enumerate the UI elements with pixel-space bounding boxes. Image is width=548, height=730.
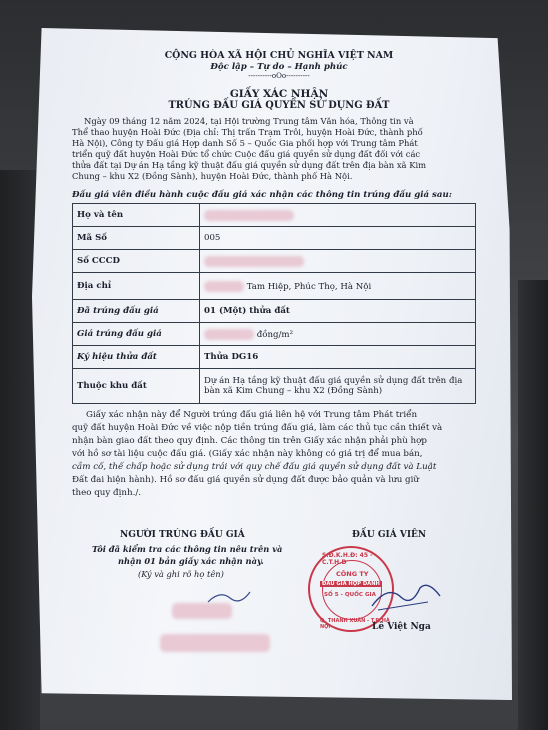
winner-info-table: [72, 203, 476, 404]
table-row: [73, 204, 476, 227]
document-subtitle: TRÚNG ĐẤU GIÁ QUYỀN SỬ DỤNG ĐẤT: [168, 100, 390, 111]
intro-line: Chung – khu X2 (Đồng Sành), huyện Hoài Đức, thành phố Hà Nội.: [72, 171, 353, 181]
row-value-code: 005: [200, 227, 476, 250]
row-value-name: [200, 204, 476, 227]
body-line: nhận bàn giao đất theo quy định. Các thông tin trên Giấy xác nhận phải phù hợp: [72, 436, 427, 446]
motto-separator: ----------oOo----------: [248, 72, 310, 80]
row-value-won: 01 (Một) thửa đất: [200, 300, 476, 323]
winner-note: nhận 01 bản giấy xác nhận này.: [118, 556, 264, 566]
motto: Độc lập – Tự do – Hạnh phúc: [210, 62, 348, 72]
table-row: [73, 323, 476, 346]
winner-name-redacted: [160, 632, 270, 652]
body-line: cầm cố, thế chấp hoặc sử dụng trái với quy chế đấu giá quyền sử dụng đất và Luật: [72, 462, 437, 472]
address-text: Tam Hiệp, Phúc Thọ, Hà Nội: [246, 281, 372, 292]
auctioneer-signature: [368, 576, 448, 616]
winner-heading: NGƯỜI TRÚNG ĐẤU GIÁ: [120, 530, 245, 540]
republic-title: CỘNG HÒA XÃ HỘI CHỦ NGHĨA VIỆT NAM: [164, 50, 394, 61]
dashboard-right: [518, 280, 548, 730]
company-seal: S.Đ.K.H.Đ: 45 - C.T.H.D CÔNG TY ĐẤU GIÁ HỢP DANH SỐ 5 - QUỐC GIA Q. THANH XUÂN - T.P. HÀ NỘI: [308, 546, 394, 632]
row-value-area: Dự án Hạ tầng kỹ thuật đấu giá quyền sử dụng đất trên địa bàn xã Kim Chung – khu X2 (Đồng Sành): [200, 369, 476, 404]
row-label-won: Đã trúng đấu giá: [73, 300, 200, 323]
price-unit: đồng/m²: [256, 329, 294, 340]
redacted-address: [204, 281, 244, 292]
redacted-id: [204, 256, 304, 267]
table-row: [73, 346, 476, 369]
auctioneer-name: Lê Việt Nga: [372, 622, 431, 632]
table-row: [73, 273, 476, 300]
document-title: GIẤY XÁC NHẬN: [229, 88, 329, 100]
row-label-code: Mã Số: [73, 227, 200, 250]
row-label-plot: Ký hiệu thửa đất: [73, 346, 200, 369]
body-line: quỹ đất huyện Hoài Đức về việc nộp tiền trúng đấu giá, làm các thủ tục cần thiết và: [72, 423, 443, 433]
table-intro: Đấu giá viên điều hành cuộc đấu giá xác nhận các thông tin trúng đấu giá sau:: [72, 190, 452, 200]
winner-signature-stroke: [206, 588, 252, 608]
row-value-price: [200, 323, 476, 346]
body-line: Đất đai hiện hành). Hồ sơ đấu giá quyền sử dụng đất được bảo quản và lưu giữ: [72, 475, 419, 485]
intro-line: Thể thao huyện Hoài Đức (Địa chỉ: Thị trấn Trạm Trôi, huyện Hoài Đức, thành phố: [72, 127, 423, 137]
table-row: [73, 250, 476, 273]
row-label-area: Thuộc khu đất: [73, 369, 200, 404]
winner-note: Tôi đã kiểm tra các thông tin nêu trên và: [92, 544, 283, 554]
row-label-name: Họ và tên: [73, 204, 200, 227]
table-row: [73, 300, 476, 323]
row-value-id: [200, 250, 476, 273]
row-label-address: Địa chỉ: [73, 273, 200, 300]
table-row: [73, 369, 476, 404]
intro-line: triển quỹ đất huyện Hoài Đức tổ chức Cuộc đấu giá quyền sử dụng đất đối với các: [72, 149, 421, 159]
row-label-price: Giá trúng đấu giá: [73, 323, 200, 346]
row-value-address: [200, 273, 476, 300]
intro-line: Hà Nội), Công ty Đấu giá Hợp danh Số 5 – Quốc Gia phối hợp với Trung tâm Phát: [72, 138, 418, 148]
redacted-name: [204, 210, 294, 221]
intro-line: thửa đất tại Dự án Hạ tầng kỹ thuật đấu giá quyền sử dụng đất trên địa bàn xã Kim: [72, 160, 427, 170]
intro-line: Ngày 09 tháng 12 năm 2024, tại Hội trường Trung tâm Văn hóa, Thông tin và: [84, 116, 414, 126]
row-value-plot: Thửa DG16: [200, 346, 476, 369]
row-label-id: Số CCCD: [73, 250, 200, 273]
body-line: theo quy định./.: [72, 488, 142, 498]
body-line: với hồ sơ tài liệu cuộc đấu giá. (Giấy xác nhận này không có giá trị để mua bán,: [72, 449, 423, 459]
body-line: Giấy xác nhận này để Người trúng đấu giá liên hệ với Trung tâm Phát triển: [86, 410, 418, 420]
auctioneer-heading: ĐẤU GIÁ VIÊN: [352, 530, 427, 540]
winner-sign-hint: (Ký và ghi rõ họ tên): [138, 569, 224, 579]
redacted-price: [204, 329, 254, 340]
table-row: [73, 227, 476, 250]
